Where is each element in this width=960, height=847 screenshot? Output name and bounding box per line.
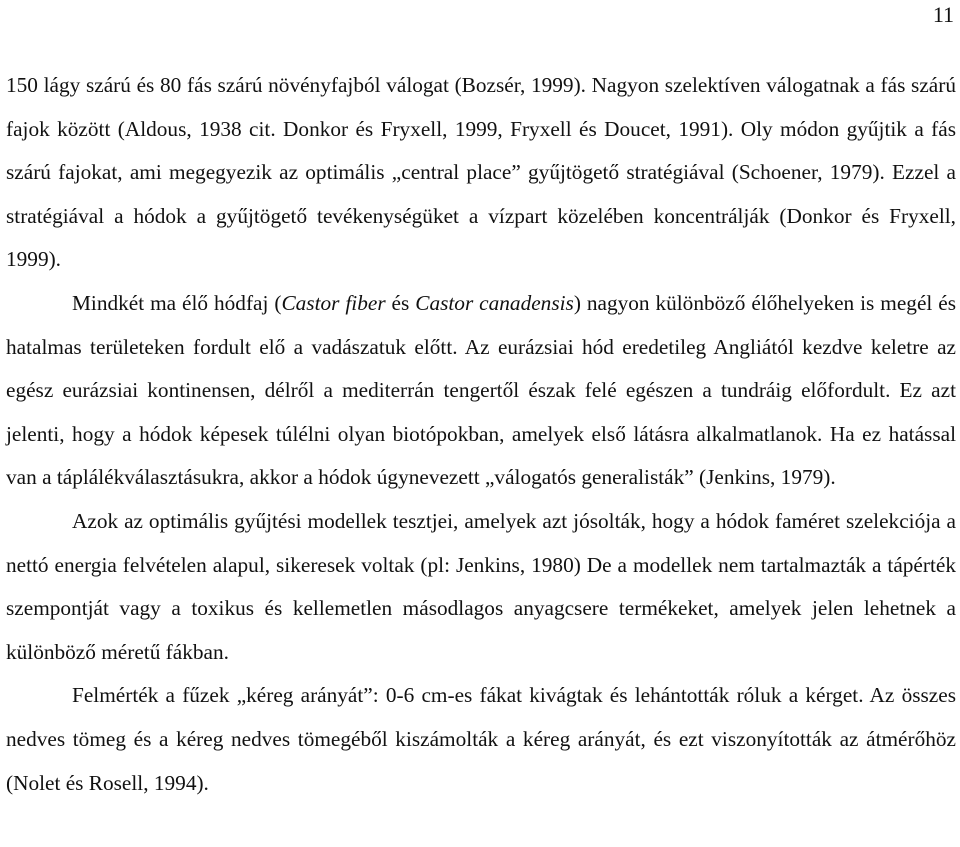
- paragraph: [6, 674, 956, 805]
- paragraph: [6, 500, 956, 674]
- paragraph-text: Mindkét ma élő hódfaj (: [72, 290, 282, 315]
- paragraph: [6, 64, 956, 282]
- paragraph-text: ) nagyon különböző élőhelyeken is megél és hatalmas területeken fordult elő a vadászatuk előtt. Az eurázsiai hód eredetileg Angliától kezdve keletre az egész eurázsiai kontinensen, délről a mediterrán tengertől észak felé egészen a tundráig előfordult. Ez azt jelenti, hogy a hódok képesek túlélni olyan biotópokban, amelyek első látásra alkalmatlanok. Ha ez hatással van a táplálékválasztásukra, akkor a hódok úgynevezett „válogatós generalisták” (Jenkins, 1979).: [6, 290, 956, 490]
- paragraph-text: Azok az optimális gyűjtési modellek tesztjei, amelyek azt jósolták, hogy a hódok faméret szelekciója a nettó energia felvételen alapul, sikeresek voltak (pl: Jenkins, 1980) De a modellek nem tartalmazták a tápérték szempontját vagy a toxikus és kellemetlen másodlagos anyagcsere termékeket, amelyek jelen lehetnek a különböző méretű fákban.: [6, 508, 956, 664]
- species-name: Castor fiber: [281, 290, 386, 315]
- paragraph-text: és: [385, 290, 416, 315]
- species-name: Castor canadensis: [415, 290, 574, 315]
- paragraph-text: 150 lágy szárú és 80 fás szárú növényfajból válogat (Bozsér, 1999). Nagyon szelektíven válogatnak a fás szárú fajok között (Aldous, 1938 cit. Donkor és Fryxell, 1999, Fryxell és Doucet, 1991). Oly módon gyűjtik a fás szárú fajokat, ami megegyezik az optimális „central place” gyűjtögető stratégiával (Schoener, 1979). Ezzel a stratégiával a hódok a gyűjtögető tevékenységüket a vízpart közelében koncentrálják (Donkor és Fryxell, 1999).: [6, 73, 956, 272]
- page-number: 11: [932, 2, 954, 27]
- paragraph: [6, 282, 956, 500]
- paragraph-text: Felmérték a fűzek „kéreg arányát”: 0-6 cm-es fákat kivágtak és lehántották róluk a kérget. Az összes nedves tömeg és a kéreg nedves tömegéből kiszámolták a kéreg arányát, és ezt viszonyították az átmérőhöz (Nolet és Rosell, 1994).: [6, 683, 956, 795]
- document-body: [6, 64, 956, 805]
